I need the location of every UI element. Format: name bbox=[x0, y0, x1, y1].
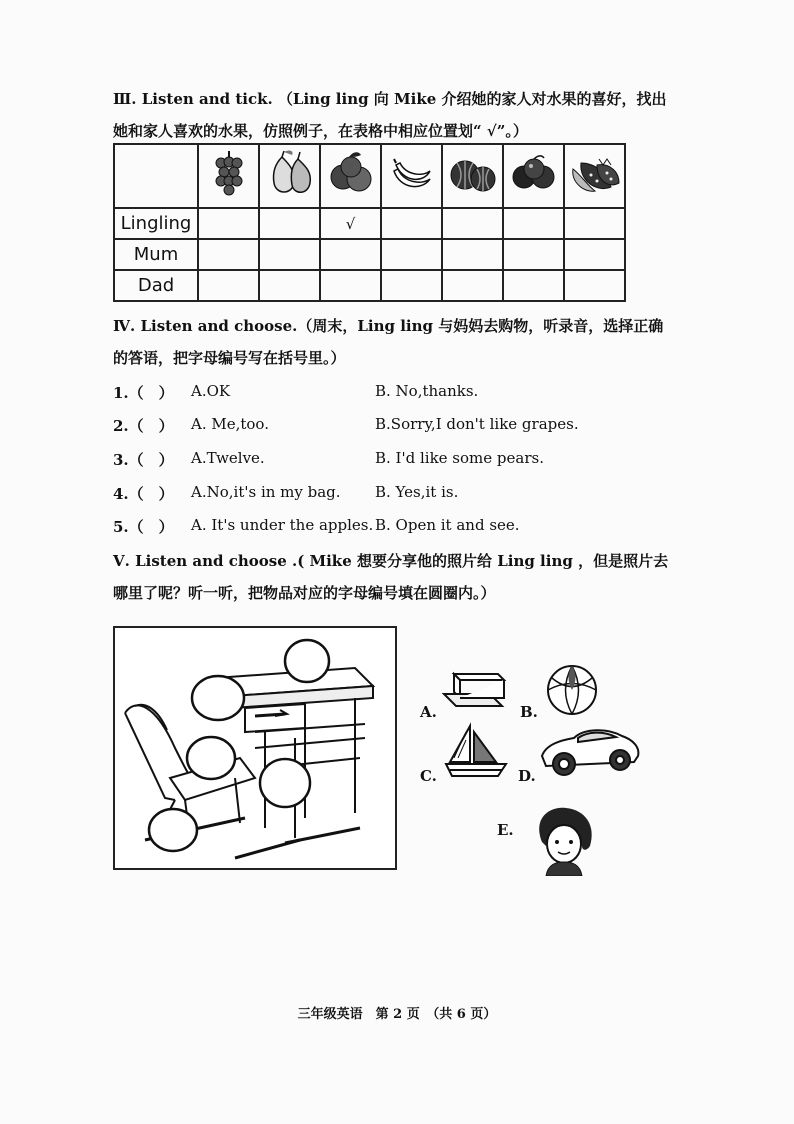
question-number[interactable]: 4.（ ） bbox=[113, 485, 174, 503]
strawberries-icon bbox=[564, 144, 625, 208]
section5-title-line1: Ⅴ. Listen and choose .( Mike 想要分享他的照片给 Ling ling ，但是照片去 bbox=[113, 552, 669, 570]
section3-title-line1: Ⅲ. Listen and tick. （Ling ling 向 Mike 介绍她的家人对水果的喜好，找出 bbox=[113, 90, 667, 108]
girl-portrait-icon bbox=[532, 806, 596, 876]
tick-cell[interactable] bbox=[198, 270, 259, 301]
tick-cell[interactable] bbox=[198, 208, 259, 239]
grapes-icon bbox=[198, 144, 259, 208]
question-item bbox=[113, 516, 520, 537]
tick-cell[interactable] bbox=[259, 208, 320, 239]
tick-cell[interactable] bbox=[381, 208, 442, 239]
section4-title-line2: 的答语，把字母编号写在括号里。） bbox=[113, 349, 346, 367]
tick-cell[interactable] bbox=[381, 239, 442, 270]
tick-cell[interactable] bbox=[442, 239, 503, 270]
answer-circle[interactable] bbox=[149, 809, 197, 851]
bananas-icon bbox=[381, 144, 442, 208]
table-corner-cell bbox=[114, 144, 198, 208]
option-a: A.No,it's in my bag. bbox=[191, 483, 341, 501]
answer-circle[interactable] bbox=[187, 737, 235, 779]
tick-cell[interactable] bbox=[320, 270, 381, 301]
question-number[interactable]: 5.（ ） bbox=[113, 518, 174, 536]
boat-icon bbox=[442, 722, 510, 780]
option-b: B. I'd like some pears. bbox=[375, 449, 544, 467]
option-a: A. It's under the apples. bbox=[191, 516, 374, 534]
desk-chair-drawing bbox=[115, 628, 395, 868]
option-b-label: B. bbox=[520, 703, 538, 721]
option-b: B. No,thanks. bbox=[375, 382, 479, 400]
option-e-label: E. bbox=[497, 821, 514, 839]
section4-title-line1: Ⅳ. Listen and choose.（周末，Ling ling 与妈妈去购物，听录音，选择正确 bbox=[113, 317, 664, 335]
oranges-icon bbox=[503, 144, 564, 208]
row-name: Lingling bbox=[114, 208, 198, 239]
peaches-icon bbox=[320, 144, 381, 208]
tick-cell[interactable] bbox=[442, 208, 503, 239]
page-footer: 三年级英语 第 2 页 （共 6 页） bbox=[297, 1007, 497, 1022]
tick-cell[interactable] bbox=[381, 270, 442, 301]
option-b: B. Open it and see. bbox=[375, 516, 520, 534]
row-name: Mum bbox=[114, 239, 198, 270]
watermelons-icon bbox=[442, 144, 503, 208]
option-c-label: C. bbox=[420, 767, 437, 785]
car-icon bbox=[538, 722, 642, 780]
tick-cell[interactable] bbox=[320, 239, 381, 270]
tick-cell[interactable] bbox=[442, 270, 503, 301]
desk-chair-picture bbox=[113, 626, 397, 870]
section3-title-line2: 她和家人喜欢的水果，仿照例子，在表格中相应位置划“ √”。） bbox=[113, 122, 528, 140]
tick-cell[interactable] bbox=[503, 239, 564, 270]
tick-cell[interactable] bbox=[503, 208, 564, 239]
question-item bbox=[113, 449, 544, 470]
pears-icon bbox=[259, 144, 320, 208]
answer-circle[interactable] bbox=[260, 759, 310, 807]
tick-cell[interactable] bbox=[259, 239, 320, 270]
tick-cell[interactable] bbox=[198, 239, 259, 270]
question-item bbox=[113, 483, 459, 504]
table-row bbox=[114, 270, 625, 301]
tick-cell[interactable] bbox=[564, 270, 625, 301]
tick-cell[interactable]: √ bbox=[320, 208, 381, 239]
ball-icon bbox=[545, 663, 599, 717]
fruit-preference-table bbox=[113, 143, 626, 302]
option-a: A. Me,too. bbox=[191, 415, 269, 433]
question-number[interactable]: 3.（ ） bbox=[113, 451, 174, 469]
tick-cell[interactable] bbox=[259, 270, 320, 301]
option-b: B. Yes,it is. bbox=[375, 483, 459, 501]
tick-cell[interactable] bbox=[564, 239, 625, 270]
tick-cell[interactable] bbox=[564, 208, 625, 239]
question-item bbox=[113, 415, 579, 436]
tick-cell[interactable] bbox=[503, 270, 564, 301]
section5-title-line2: 哪里了呢？听一听，把物品对应的字母编号填在圆圈内。） bbox=[113, 584, 496, 602]
answer-circle[interactable] bbox=[285, 640, 329, 682]
option-a-label: A. bbox=[420, 703, 437, 721]
row-name: Dad bbox=[114, 270, 198, 301]
answer-circle[interactable] bbox=[192, 676, 244, 720]
option-a: A.OK bbox=[191, 382, 231, 400]
option-d-label: D. bbox=[518, 767, 536, 785]
question-number[interactable]: 2.（ ） bbox=[113, 417, 174, 435]
table-row bbox=[114, 239, 625, 270]
option-b: B.Sorry,I don't like grapes. bbox=[375, 415, 579, 433]
option-a: A.Twelve. bbox=[191, 449, 265, 467]
table-row bbox=[114, 208, 625, 239]
question-number[interactable]: 1.（ ） bbox=[113, 384, 174, 402]
pencil-box-icon bbox=[440, 670, 508, 712]
question-item bbox=[113, 382, 479, 403]
